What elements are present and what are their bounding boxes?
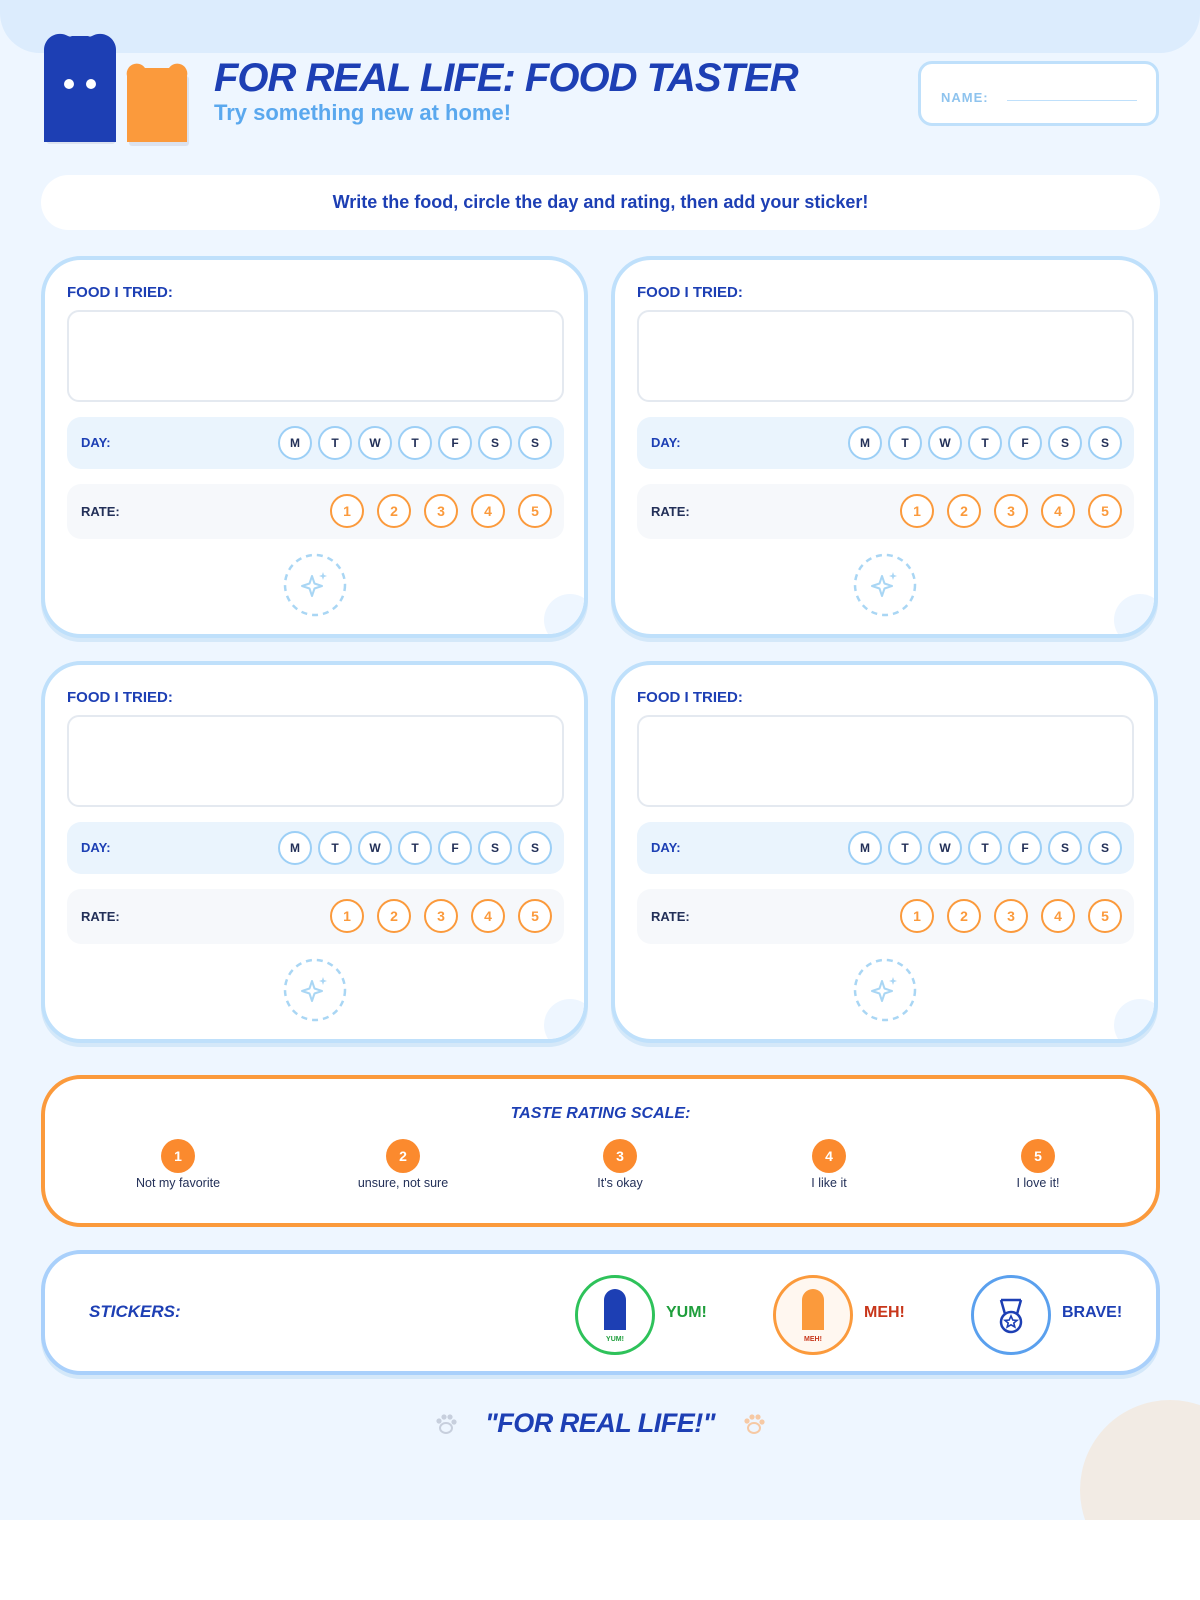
rate-option[interactable]: 4 xyxy=(471,494,505,528)
brave-label: BRAVE! xyxy=(1062,1304,1123,1321)
rate-option[interactable]: 2 xyxy=(947,494,981,528)
meh-sticker[interactable] xyxy=(773,1275,853,1355)
rate-options xyxy=(900,494,1122,528)
day-option[interactable]: W xyxy=(928,831,962,865)
day-options xyxy=(848,426,1122,460)
day-row xyxy=(67,822,564,874)
rate-option[interactable]: 5 xyxy=(1088,899,1122,933)
scale-description: unsure, not sure xyxy=(357,1176,449,1190)
food-input[interactable] xyxy=(67,715,564,807)
day-option[interactable]: F xyxy=(438,426,472,460)
rate-option[interactable]: 5 xyxy=(1088,494,1122,528)
yum-sticker[interactable] xyxy=(575,1275,655,1355)
food-card xyxy=(41,256,588,638)
scale-item xyxy=(348,1139,458,1190)
rate-options xyxy=(900,899,1122,933)
stickers-panel xyxy=(41,1250,1160,1375)
day-option[interactable]: S xyxy=(1048,831,1082,865)
scale-description: Not my favorite xyxy=(135,1176,221,1190)
rate-option[interactable]: 3 xyxy=(994,494,1028,528)
rate-row xyxy=(637,889,1134,944)
rate-option[interactable]: 4 xyxy=(1041,899,1075,933)
name-field[interactable] xyxy=(918,61,1159,126)
food-card xyxy=(611,256,1158,638)
scale-number: 5 xyxy=(1021,1139,1055,1173)
day-option[interactable]: T xyxy=(968,426,1002,460)
rate-row xyxy=(67,889,564,944)
card-corner-decoration xyxy=(544,594,588,638)
taste-rating-scale xyxy=(41,1075,1160,1227)
day-option[interactable]: S xyxy=(1088,426,1122,460)
yum-badge-text: YUM! xyxy=(606,1336,624,1343)
footer xyxy=(0,1408,1200,1442)
page-title: FOR REAL LIFE: FOOD TASTER xyxy=(214,56,798,100)
day-label: DAY: xyxy=(81,435,111,450)
rate-option[interactable]: 2 xyxy=(377,494,411,528)
rate-options xyxy=(330,899,552,933)
footer-text: "FOR REAL LIFE!" xyxy=(484,1408,716,1438)
card-corner-decoration xyxy=(1114,999,1158,1043)
paw-icon xyxy=(433,1411,459,1437)
rate-label: RATE: xyxy=(651,504,690,519)
day-option[interactable]: F xyxy=(1008,831,1042,865)
scale-item xyxy=(983,1139,1093,1190)
day-option[interactable]: F xyxy=(1008,426,1042,460)
paw-icon xyxy=(741,1411,767,1437)
rate-option[interactable]: 4 xyxy=(1041,494,1075,528)
food-card xyxy=(41,661,588,1043)
day-option[interactable]: T xyxy=(318,426,352,460)
rate-label: RATE: xyxy=(81,504,120,519)
day-option[interactable]: T xyxy=(968,831,1002,865)
yum-label: YUM! xyxy=(666,1304,707,1321)
sticker-placeholder[interactable] xyxy=(852,957,918,1023)
rate-option[interactable]: 5 xyxy=(518,494,552,528)
day-option[interactable]: S xyxy=(478,426,512,460)
day-option[interactable]: S xyxy=(518,426,552,460)
day-option[interactable]: S xyxy=(478,831,512,865)
scale-item xyxy=(565,1139,675,1190)
food-label: FOOD I TRIED: xyxy=(637,284,743,301)
sparkle-icon xyxy=(872,576,892,596)
food-input[interactable] xyxy=(637,310,1134,402)
rate-option[interactable]: 3 xyxy=(424,494,458,528)
day-label: DAY: xyxy=(651,435,681,450)
sparkle-icon xyxy=(302,576,322,596)
page-subtitle: Try something new at home! xyxy=(214,100,512,125)
rate-option[interactable]: 3 xyxy=(424,899,458,933)
scale-item xyxy=(774,1139,884,1190)
stickers-label: STICKERS: xyxy=(89,1302,181,1321)
scale-title: TASTE RATING SCALE: xyxy=(510,1105,691,1122)
sticker-placeholder[interactable] xyxy=(852,552,918,618)
scale-description: It's okay xyxy=(597,1176,643,1190)
food-label: FOOD I TRIED: xyxy=(67,689,173,706)
day-option[interactable]: S xyxy=(1048,426,1082,460)
rate-option[interactable]: 1 xyxy=(900,899,934,933)
scale-description: I like it xyxy=(811,1176,847,1190)
meh-label: MEH! xyxy=(864,1304,905,1321)
sparkle-icon xyxy=(872,981,892,1001)
day-option[interactable]: S xyxy=(1088,831,1122,865)
scale-description: I love it! xyxy=(1016,1176,1060,1190)
day-option[interactable]: T xyxy=(888,831,922,865)
day-option[interactable]: T xyxy=(318,831,352,865)
day-options xyxy=(278,426,552,460)
food-label: FOOD I TRIED: xyxy=(637,689,743,706)
day-option[interactable]: M xyxy=(848,831,882,865)
rate-option[interactable]: 1 xyxy=(900,494,934,528)
rate-option[interactable]: 1 xyxy=(330,494,364,528)
day-options xyxy=(848,831,1122,865)
blue-mascot-icon xyxy=(578,1278,652,1352)
day-option[interactable]: W xyxy=(358,426,392,460)
day-option[interactable]: T xyxy=(888,426,922,460)
day-option[interactable]: F xyxy=(438,831,472,865)
rate-row xyxy=(67,484,564,539)
mascots xyxy=(40,30,200,148)
rate-label: RATE: xyxy=(81,909,120,924)
blue-mascot-icon xyxy=(42,30,118,146)
scale-number: 4 xyxy=(812,1139,846,1173)
day-row xyxy=(637,822,1134,874)
medal-icon xyxy=(974,1278,1048,1352)
rate-option[interactable]: 4 xyxy=(471,899,505,933)
card-corner-decoration xyxy=(544,999,588,1043)
scale-number: 1 xyxy=(161,1139,195,1173)
day-option[interactable]: M xyxy=(278,426,312,460)
name-label: NAME: xyxy=(941,90,989,105)
orange-mascot-icon xyxy=(776,1278,850,1352)
rate-options xyxy=(330,494,552,528)
rate-option[interactable]: 1 xyxy=(330,899,364,933)
scale-item xyxy=(123,1139,233,1190)
day-option[interactable]: S xyxy=(518,831,552,865)
food-card xyxy=(611,661,1158,1043)
food-label: FOOD I TRIED: xyxy=(67,284,173,301)
food-input[interactable] xyxy=(637,715,1134,807)
rate-option[interactable]: 3 xyxy=(994,899,1028,933)
scale-number: 2 xyxy=(386,1139,420,1173)
day-option[interactable]: M xyxy=(848,426,882,460)
day-option[interactable]: T xyxy=(398,426,432,460)
day-options xyxy=(278,831,552,865)
orange-mascot-icon xyxy=(126,58,190,146)
rate-option[interactable]: 2 xyxy=(377,899,411,933)
day-row xyxy=(67,417,564,469)
rate-row xyxy=(637,484,1134,539)
day-row xyxy=(637,417,1134,469)
brave-sticker[interactable] xyxy=(971,1275,1051,1355)
day-option[interactable]: W xyxy=(358,831,392,865)
food-input[interactable] xyxy=(67,310,564,402)
meh-badge-text: MEH! xyxy=(804,1336,822,1343)
day-option[interactable]: W xyxy=(928,426,962,460)
rate-option[interactable]: 2 xyxy=(947,899,981,933)
day-option[interactable]: T xyxy=(398,831,432,865)
rate-option[interactable]: 5 xyxy=(518,899,552,933)
card-corner-decoration xyxy=(1114,594,1158,638)
rate-label: RATE: xyxy=(651,909,690,924)
day-label: DAY: xyxy=(651,840,681,855)
day-option[interactable]: M xyxy=(278,831,312,865)
sticker-placeholder[interactable] xyxy=(282,957,348,1023)
sparkle-icon xyxy=(302,981,322,1001)
scale-number: 3 xyxy=(603,1139,637,1173)
day-label: DAY: xyxy=(81,840,111,855)
name-line xyxy=(1007,100,1137,101)
sticker-placeholder[interactable] xyxy=(282,552,348,618)
instruction-banner: Write the food, circle the day and rating, then add your sticker! xyxy=(41,175,1160,230)
